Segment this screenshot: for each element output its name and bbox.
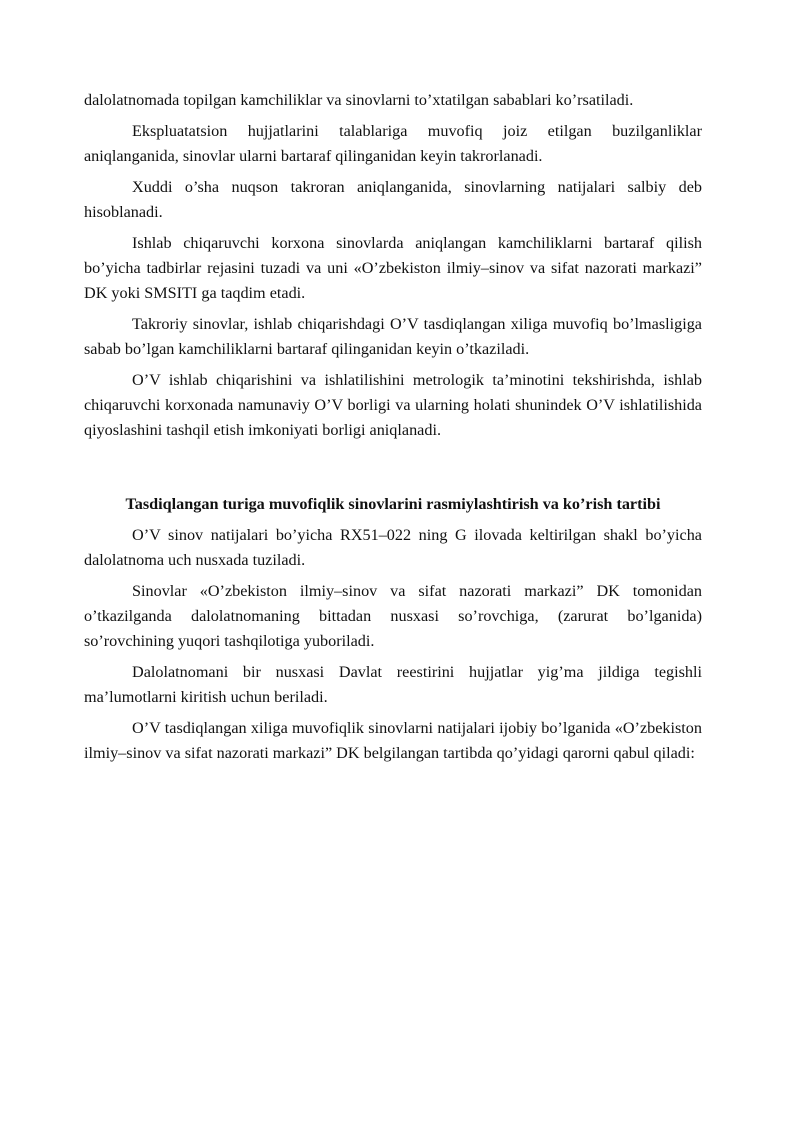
paragraph-continuation: dalolatnomada topilgan kamchiliklar va sinovlarni to’xtatilgan sabablari ko’rsatiladi. xyxy=(84,91,634,109)
paragraph-metrology-check: O’V ishlab chiqarishini va ishlatilishini metrologik ta’minotini tekshirishda, ishlab chiqaruvchi korxonada namunaviy O’V borligi va ularning holati shunindek O’V ishlatilishida qiyoslashini tashqil etish imkoniyati borligi aniqlanadi. xyxy=(84,371,702,439)
paragraph-repeat-tests: Takroriy sinovlar, ishlab chiqarishdagi O’V tasdiqlangan xiliga muvofiq bo’lmasligiga sabab bo’lgan kamchiliklarni bartaraf qilinganidan keyin o’tkaziladi. xyxy=(84,315,702,358)
paragraph-test-results-act: O’V sinov natijalari bo’yicha RX51–022 ning G ilovada keltirilgan shakl bo’yicha dalolatnoma uch nusxada tuziladi. xyxy=(84,526,702,569)
paragraph-state-register: Dalolatnomani bir nusxasi Davlat reestirini hujjatlar yig’ma jildiga tegishli ma’lumotlarni kiritish uchun beriladi. xyxy=(84,663,702,706)
paragraph-act-copies: Sinovlar «O’zbekiston ilmiy–sinov va sifat nazorati markazi” DK tomonidan o’tkazilganda dalolatnomaning bittadan nusxasi so’rovchiga, (zarurat bo’lganida) so’rovchining yuqori tashqilotiga yuboriladi. xyxy=(84,582,702,650)
paragraph-repeated-defect: Xuddi o’sha nuqson takroran aniqlanganida, sinovlarning natijalari salbiy deb hisoblanadi. xyxy=(84,178,702,221)
paragraph-positive-results: O’V tasdiqlangan xiliga muvofiqlik sinovlarni natijalari ijobiy bo’lganida «O’zbekiston ilmiy–sinov va sifat nazorati markazi” DK belgilangan tartibda qo’yidagi qarorni qabul qiladi: xyxy=(84,719,702,762)
paragraph-exploitation-docs: Ekspluatatsion hujjatlarini talablariga muvofiq joiz etilgan buzilganliklar aniqlanganida, sinovlar ularni bartaraf qilinganidan keyin takrorlanadi. xyxy=(84,122,702,165)
paragraph-manufacturer-plan: Ishlab chiqaruvchi korxona sinovlarda aniqlangan kamchiliklarni bartaraf qilish bo’yicha tadbirlar rejasini tuzadi va uni «O’zbekiston ilmiy–sinov va sifat nazorati markazi” DK yoki SMSITI ga taqdim etadi. xyxy=(84,234,702,302)
section-heading: Tasdiqlangan turiga muvofiqlik sinovlarini rasmiylashtirish va ko’rish tartibi xyxy=(125,495,661,513)
